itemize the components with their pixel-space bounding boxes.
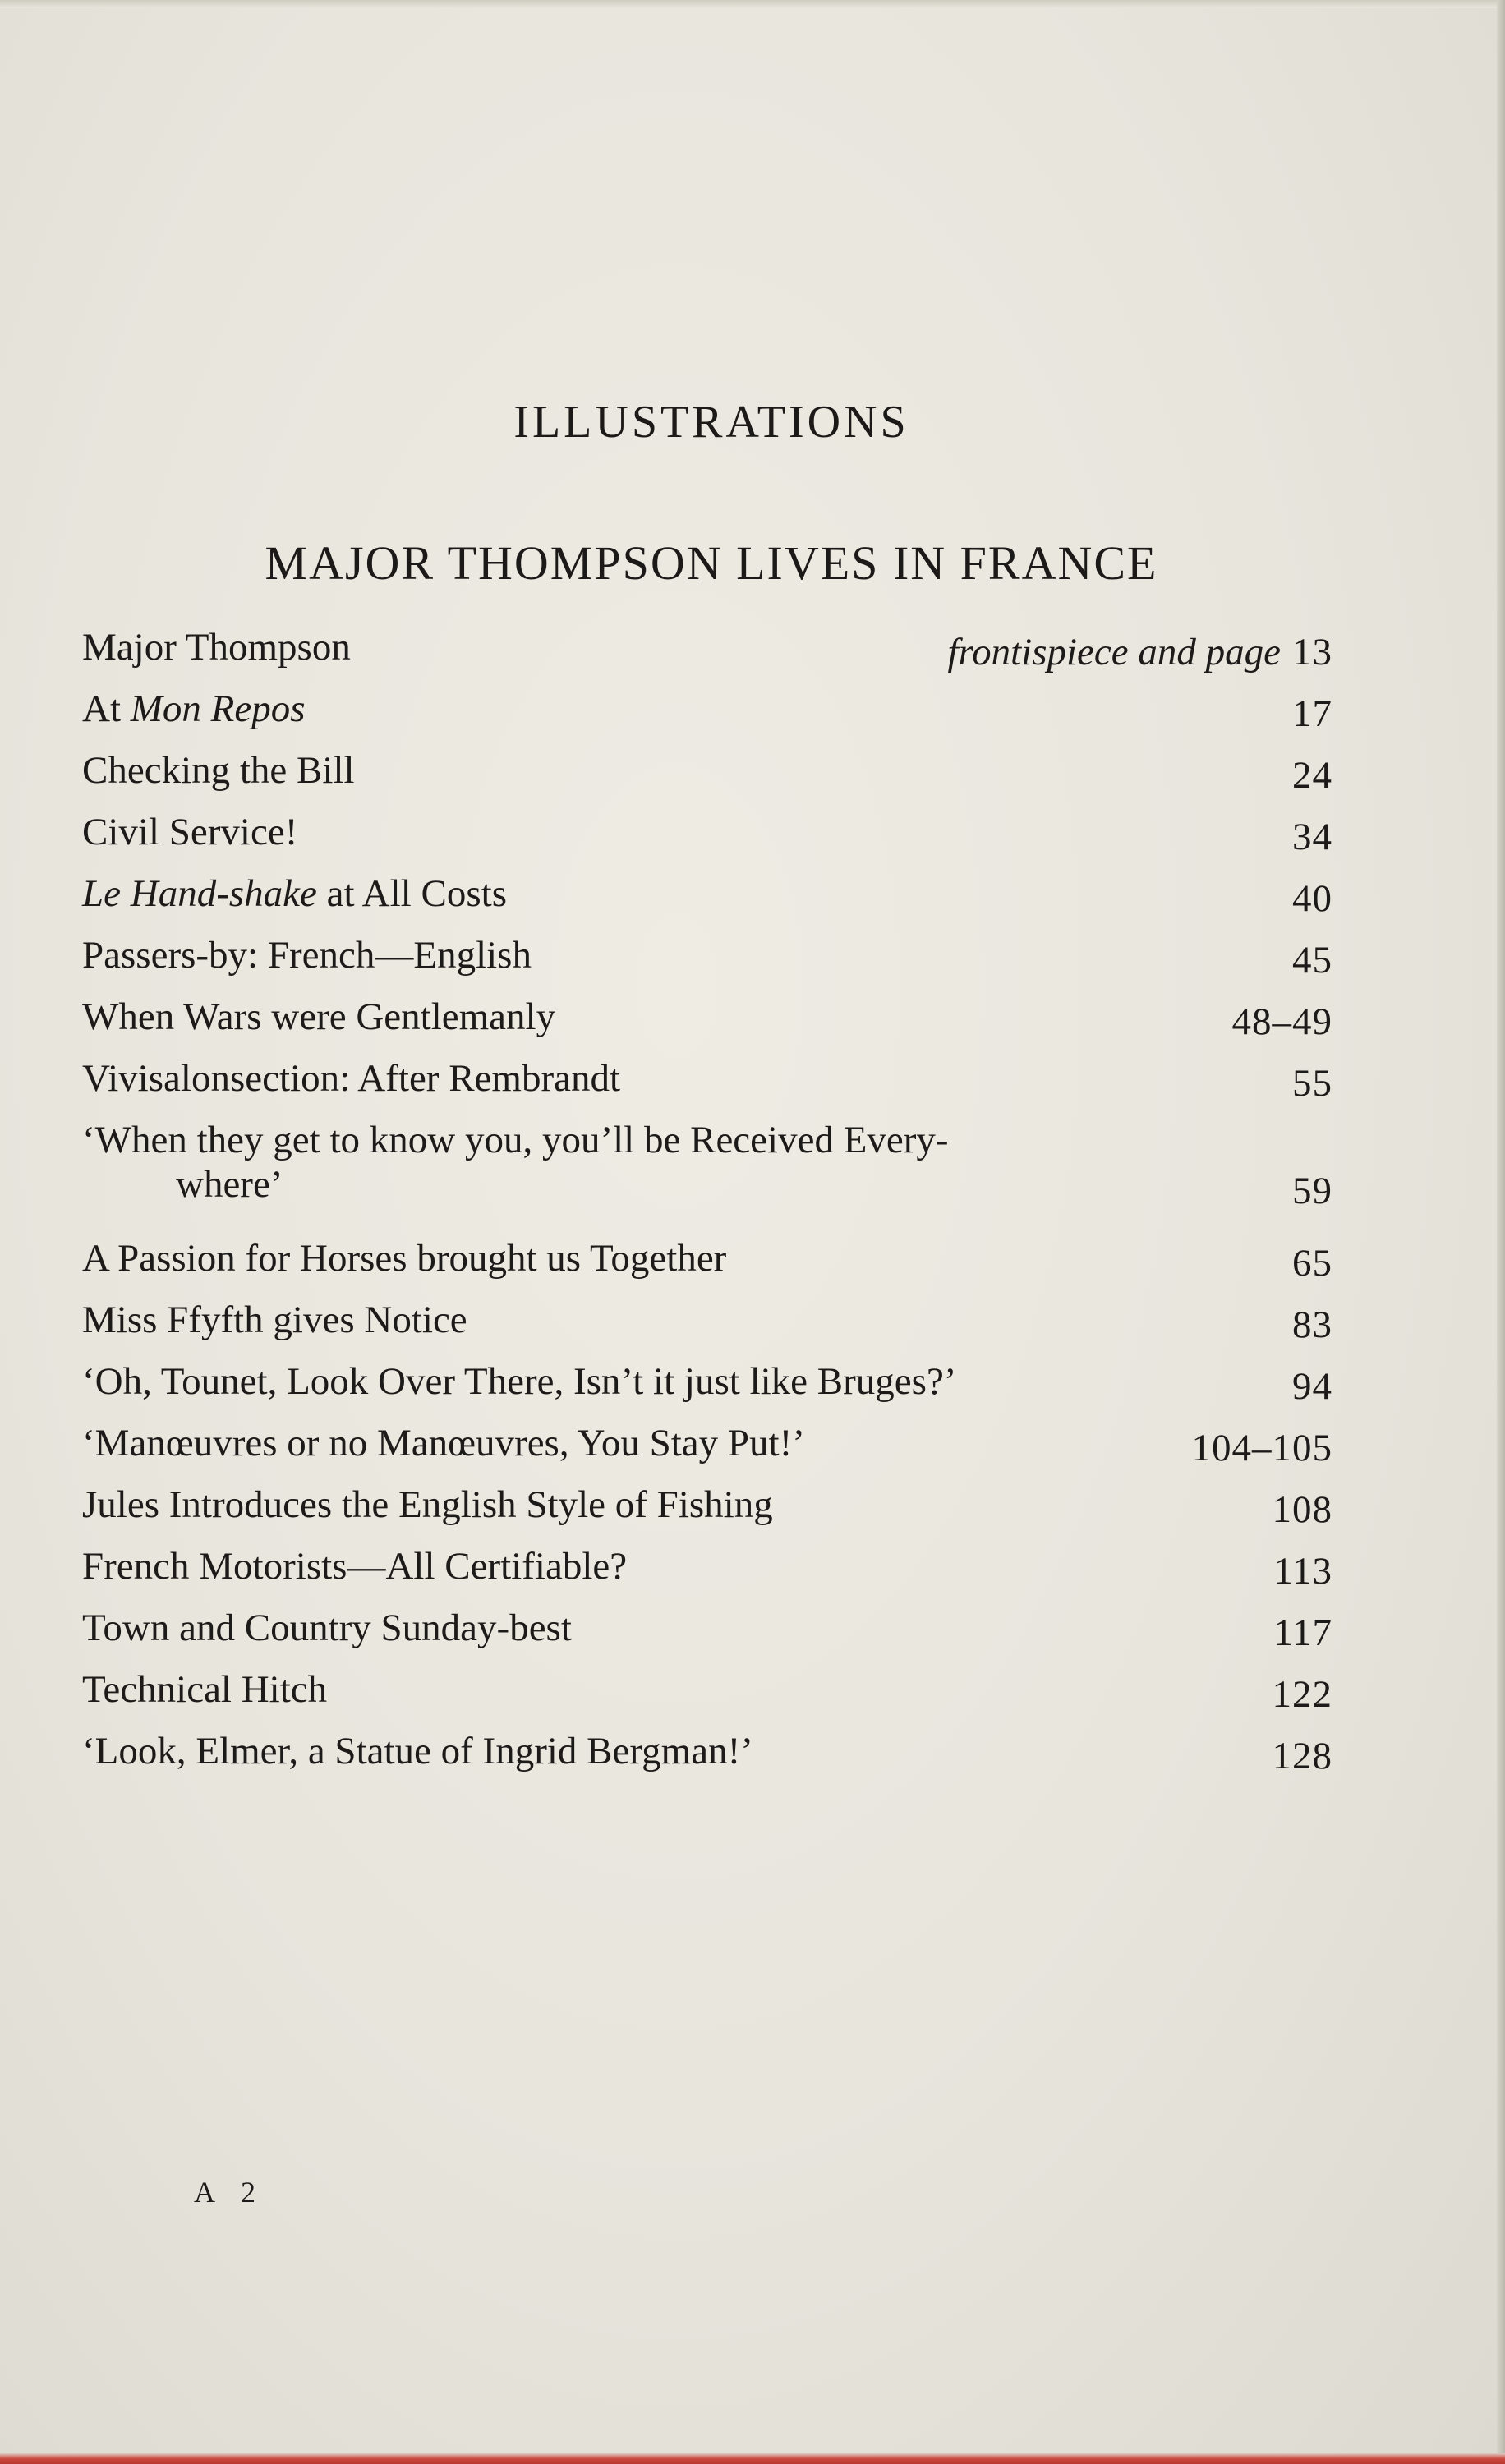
entry-title (82, 931, 532, 980)
entry-title (82, 807, 297, 857)
page-number-value: 45 (1292, 939, 1332, 981)
page-number-value: 128 (1272, 1735, 1332, 1777)
illustration-entry (82, 1480, 1332, 1529)
entry-page-number (947, 627, 1332, 677)
page-number-value: 94 (1292, 1365, 1332, 1408)
entry-title (82, 1603, 572, 1653)
entry-title-part: ‘Manœuvres or no Manœuvres, You Stay Put!’ (82, 1422, 805, 1464)
entry-title-part: ‘When they get to know you, you’ll be Received Every- (82, 1119, 949, 1161)
page-number-value: 65 (1292, 1242, 1332, 1285)
illustration-entry (82, 1054, 1332, 1103)
page-number-value: 59 (1292, 1170, 1332, 1212)
entry-page-number (1292, 689, 1332, 738)
entry-title (82, 1295, 467, 1345)
entry-title-part: Checking the Bill (82, 749, 355, 792)
page-number-value: 13 (1292, 631, 1332, 673)
entry-title-part: ‘Oh, Tounet, Look Over There, Isn’t it just like Bruges?’ (82, 1360, 957, 1403)
entry-page-number (1292, 1166, 1332, 1216)
page-number-value: 17 (1292, 692, 1332, 735)
page-number-value: 104–105 (1191, 1427, 1332, 1469)
section-title: MAJOR THOMPSON LIVES IN FRANCE (265, 536, 1158, 590)
illustration-entry (82, 1234, 1332, 1283)
entry-title (82, 746, 355, 795)
page-number-value: 83 (1292, 1303, 1332, 1346)
illustration-entry (82, 623, 1332, 672)
entry-title-part: Technical Hitch (82, 1668, 328, 1711)
entry-page-number (1292, 874, 1332, 923)
entry-title (82, 1054, 620, 1103)
page-number-value: 40 (1292, 877, 1332, 920)
illustration-entry (82, 1603, 1332, 1653)
entry-page-number (1292, 1300, 1332, 1349)
entry-title-part: Jules Introduces the English Style of Fishing (82, 1483, 773, 1526)
page-number-value: 48–49 (1231, 1000, 1332, 1043)
entry-title (82, 1726, 753, 1776)
entry-title (82, 1665, 327, 1714)
illustration-entry (82, 746, 1332, 795)
entry-title-part: At (82, 687, 131, 730)
illustration-entry (82, 1726, 1332, 1776)
entry-page-lead: frontispiece and page (947, 631, 1281, 673)
entry-page-number (1292, 1362, 1332, 1411)
entry-title (82, 623, 351, 672)
illustration-entry (82, 1665, 1332, 1714)
illustration-entry (82, 1357, 1332, 1406)
entry-title (82, 1357, 956, 1406)
entry-page-number (1273, 1547, 1332, 1596)
entry-title (82, 1480, 773, 1529)
entry-title (82, 1234, 726, 1283)
illustration-entry (82, 1542, 1332, 1591)
page-heading: ILLUSTRATIONS (513, 397, 909, 448)
illustration-entry (82, 931, 1332, 980)
entry-title (82, 1542, 627, 1591)
entry-title-part: Passers-by: French—English (82, 934, 532, 977)
entry-title-part: Vivisalonsection: After Rembrandt (82, 1057, 621, 1100)
illustration-entry (82, 1115, 1332, 1212)
entry-title-part: French Motorists—All Certifiable? (82, 1545, 628, 1588)
page-number-value: 117 (1273, 1611, 1332, 1654)
entry-title (82, 869, 507, 918)
entry-page-number (1292, 751, 1332, 800)
entry-page-number (1192, 1423, 1333, 1473)
entry-title-part: Civil Service! (82, 811, 298, 853)
page-number-value: 108 (1272, 1488, 1332, 1531)
entry-page-number (1232, 997, 1333, 1046)
entry-page-number (1273, 1670, 1333, 1719)
entry-title (82, 1115, 949, 1165)
entry-title-part: Miss Ffyfth gives Notice (82, 1299, 467, 1341)
page-number-value: 34 (1292, 816, 1332, 858)
entry-title-continuation: where’ (176, 1163, 283, 1206)
page-number-value: 55 (1292, 1062, 1332, 1105)
entry-title-part: Town and Country Sunday-best (82, 1607, 572, 1649)
page-number-value: 24 (1292, 754, 1332, 797)
page-number-value: 113 (1273, 1550, 1332, 1593)
entry-title (82, 684, 306, 733)
entry-title-part: Le Hand-shake (82, 872, 317, 915)
entry-title (82, 992, 555, 1041)
illustration-entry (82, 1295, 1332, 1345)
page-number-value: 122 (1272, 1673, 1332, 1716)
entry-title-part: Mon Repos (130, 687, 306, 730)
entry-page-number (1292, 1059, 1332, 1108)
entry-title-part: ‘Look, Elmer, a Statue of Ingrid Bergman!’ (82, 1730, 753, 1772)
entry-page-number (1292, 1239, 1332, 1288)
entry-title-part: A Passion for Horses brought us Together (82, 1237, 727, 1280)
entry-title-part: When Wars were Gentlemanly (82, 995, 556, 1038)
illustration-entry (82, 1418, 1332, 1468)
illustration-entry (82, 992, 1332, 1041)
entry-title-part: at All Costs (316, 872, 507, 915)
illustration-entry (82, 807, 1332, 857)
entry-page-number (1273, 1731, 1333, 1781)
entry-page-number (1273, 1608, 1332, 1657)
entry-page-number (1292, 935, 1332, 985)
illustration-entry (82, 869, 1332, 918)
entry-page-number (1273, 1485, 1333, 1534)
entry-title (82, 1418, 805, 1468)
illustration-entry (82, 684, 1332, 733)
signature-mark: A 2 (194, 2176, 266, 2209)
entry-title-part: Major Thompson (82, 626, 351, 669)
entry-page-number (1292, 812, 1332, 862)
